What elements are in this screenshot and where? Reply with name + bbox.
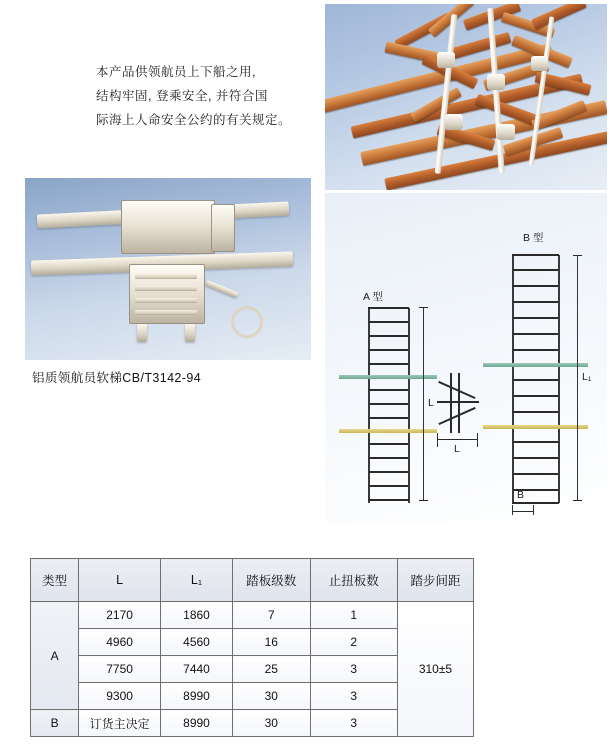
cell-l1: 4560 xyxy=(161,629,233,656)
product-description xyxy=(96,60,301,132)
cell-l1: 1860 xyxy=(161,602,233,629)
header-anti-twist: 止扭板数 xyxy=(310,559,397,602)
cell-steps: 25 xyxy=(233,656,311,683)
cell-l: 4960 xyxy=(79,629,161,656)
table-row xyxy=(31,602,474,629)
photo-caption: 铝质领航员软梯CB/T3142-94 xyxy=(32,371,202,385)
spec-table-wrapper xyxy=(30,558,474,737)
description-line-1: 本产品供领航员上下船之用, xyxy=(96,65,256,79)
cell-anti: 3 xyxy=(310,710,397,737)
dimension-l-center: L xyxy=(454,443,460,455)
cell-anti: 1 xyxy=(310,602,397,629)
cell-steps: 16 xyxy=(233,629,311,656)
dimension-l-a: L xyxy=(428,397,434,409)
cell-pitch: 310±5 xyxy=(397,602,473,737)
cell-steps: 7 xyxy=(233,602,311,629)
cell-type-b: B xyxy=(31,710,79,737)
cell-anti: 3 xyxy=(310,656,397,683)
header-l1: L₁ xyxy=(161,559,233,602)
stacked-pilot-ladders-photo xyxy=(325,4,607,190)
drawing-label-b: B 型 xyxy=(523,232,544,244)
lifting-ring xyxy=(231,306,263,338)
cell-l: 2170 xyxy=(79,602,161,629)
header-type: 类型 xyxy=(31,559,79,602)
dimension-l1-b: L₁ xyxy=(582,371,592,383)
cell-l1: 8990 xyxy=(161,683,233,710)
description-line-3: 际海上人命安全公约的有关规定。 xyxy=(96,113,292,127)
cell-steps: 30 xyxy=(233,710,311,737)
cell-anti: 2 xyxy=(310,629,397,656)
header-steps: 踏板级数 xyxy=(233,559,311,602)
cell-anti: 3 xyxy=(310,683,397,710)
cell-l1: 7440 xyxy=(161,656,233,683)
table-header-row xyxy=(31,559,474,602)
specification-table xyxy=(30,558,474,737)
header-pitch: 踏步间距 xyxy=(397,559,473,602)
cell-l: 订货主决定 xyxy=(79,710,161,737)
ladder-technical-drawing xyxy=(325,193,607,523)
description-line-2: 结构牢固, 登乘安全, 并符合国 xyxy=(96,89,268,103)
drawing-label-a: A 型 xyxy=(363,291,383,303)
aluminium-pilot-ladder-photo xyxy=(25,178,311,360)
cell-l: 7750 xyxy=(79,656,161,683)
header-l: L xyxy=(79,559,161,602)
cell-l: 9300 xyxy=(79,683,161,710)
cell-type-a: A xyxy=(31,602,79,710)
cell-l1: 8990 xyxy=(161,710,233,737)
cell-steps: 30 xyxy=(233,683,311,710)
dimension-b: B xyxy=(517,489,525,501)
